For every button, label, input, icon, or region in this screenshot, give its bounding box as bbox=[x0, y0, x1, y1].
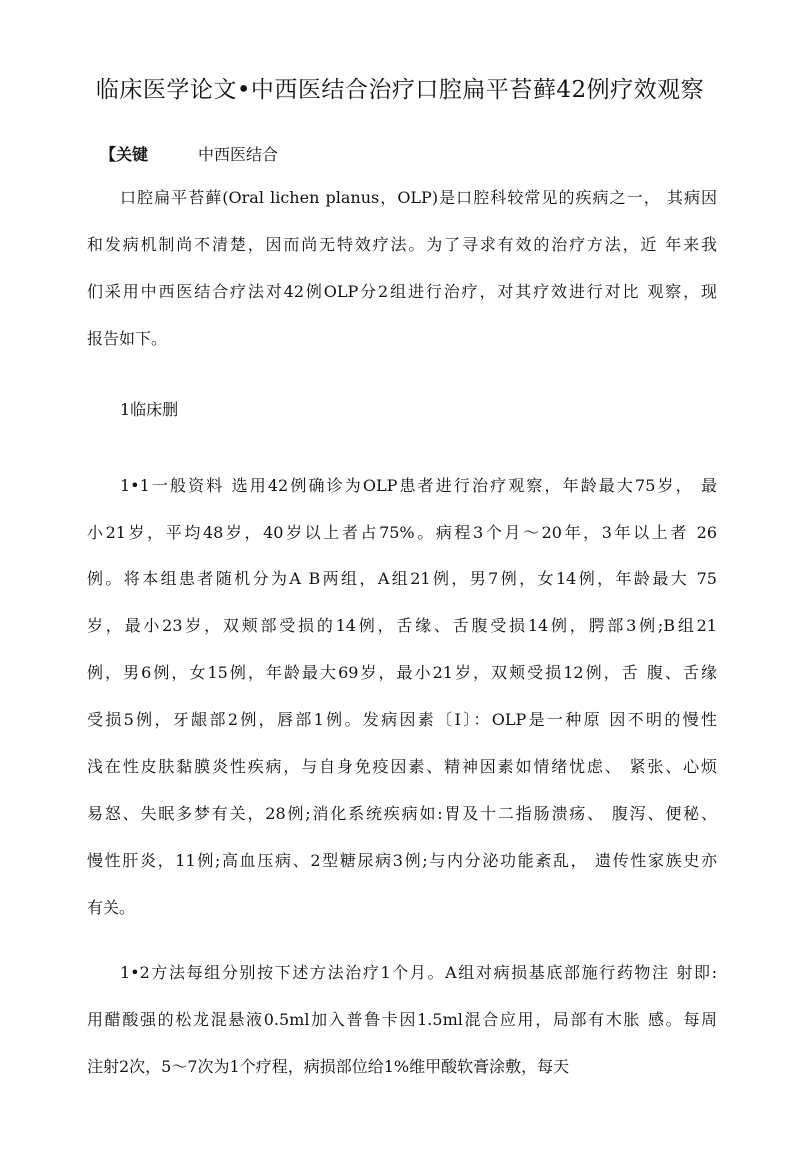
paragraph-line: 小21岁，平均48岁，40岁以上者占75%。病程3个月〜20年，3年以上者 26 bbox=[87, 523, 717, 542]
keywords-label: 【关键 bbox=[100, 145, 149, 164]
paragraph-line: 注射2次，5〜7次为1个疗程，病损部位给1%维甲酸软膏涂敷，每天 bbox=[87, 1057, 570, 1076]
keywords-value: 中西医结合 bbox=[198, 145, 279, 164]
paragraph-line: 有关。 bbox=[87, 898, 136, 917]
paragraph-line: 1•1一般资料 选用42例确诊为OLP患者进行治疗观察，年龄最大75岁， 最 bbox=[120, 476, 717, 495]
intro-line: 口腔扁平苔藓(Oral lichen planus，OLP)是口腔科较常见的疾病之一， 其病因 bbox=[120, 188, 717, 207]
paragraph-line: 用醋酸强的松龙混悬液0.5ml加入普鲁卡因1.5ml混合应用，局部有木胀 感。每周 bbox=[87, 1010, 717, 1029]
paragraph-line: 例，男6例，女15例，年龄最大69岁，最小21岁，双颊受损12例，舌 腹、舌缘 bbox=[87, 663, 717, 682]
paragraph-line: 浅在性皮肤黏膜炎性疾病，与自身免疫因素、精神因素如情绪忧虑、 紧张、心烦 bbox=[87, 757, 717, 776]
document-title: 临床医学论文•中西医结合治疗口腔扁平苔藓42例疗效观察 bbox=[95, 77, 705, 103]
paragraph-line: 慢性肝炎，11例;高血压病、2型糖尿病3例;与内分泌功能紊乱， 遗传性家族史亦 bbox=[87, 851, 717, 870]
paragraph-line: 易怒、失眠多梦有关，28例;消化系统疾病如:胃及十二指肠溃疡、 腹泻、便秘、 bbox=[87, 804, 717, 823]
paragraph-line: 岁，最小23岁，双颊部受损的14例，舌缘、舌腹受损14例，腭部3例;B组21 bbox=[87, 616, 717, 635]
intro-line: 们采用中西医结合疗法对42例OLP分2组进行治疗，对其疗效进行对比 观察，现 bbox=[87, 282, 717, 301]
section-heading: 1临床删 bbox=[120, 400, 179, 419]
keywords-line bbox=[100, 143, 278, 167]
paragraph-line: 1•2方法每组分别按下述方法治疗1个月。A组对病损基底部施行药物注 射即: bbox=[120, 963, 717, 982]
intro-line: 报告如下。 bbox=[87, 329, 168, 348]
paragraph-line: 受损5例，牙龈部2例，唇部1例。发病因素〔I〕：OLP是一种原 因不明的慢性 bbox=[87, 710, 717, 729]
paragraph-line: 例。将本组患者随机分为A B两组，A组21例，男7例，女14例，年龄最大 75 bbox=[87, 569, 717, 588]
intro-line: 和发病机制尚不清楚，因而尚无特效疗法。为了寻求有效的治疗方法，近 年来我 bbox=[87, 235, 717, 254]
